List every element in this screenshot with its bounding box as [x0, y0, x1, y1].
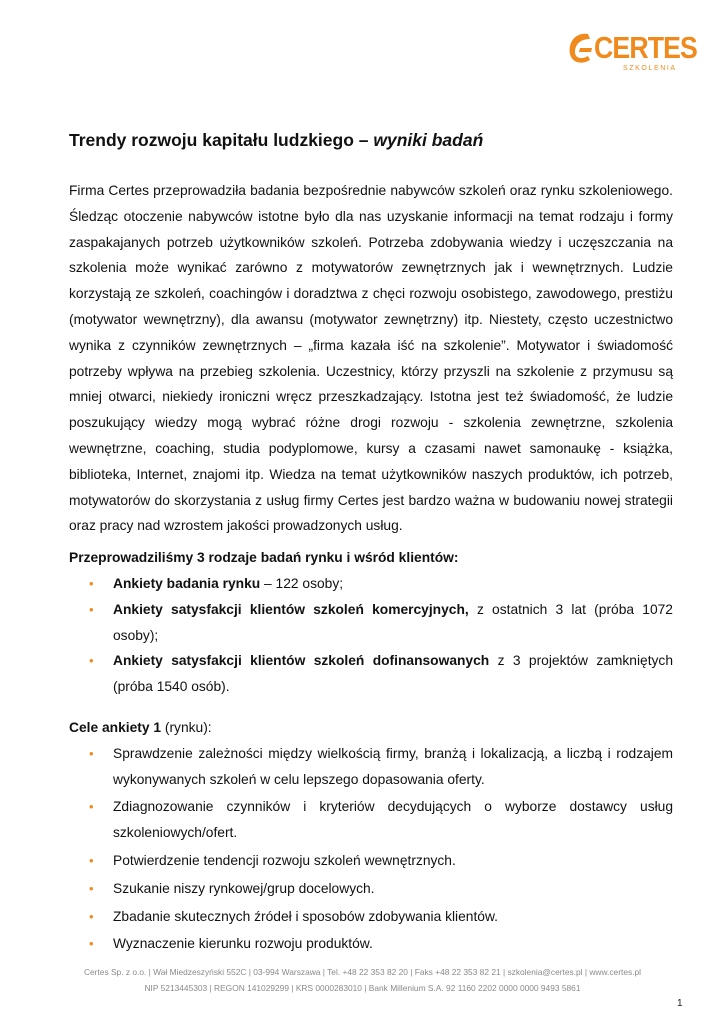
item-text: Potwierdzenie tendencji rozwoju szkoleń wewnętrznych. [113, 852, 456, 868]
item-text: z ostatnich 3 lat (próba 1072 osoby); [113, 601, 673, 643]
footer-registration: NIP 5213445303 | REGON 141029299 | KRS 0000283010 | Bank Millenium S.A. 92 1160 2202 0000 0000 9493 5861 [144, 983, 581, 993]
list-item [69, 876, 673, 902]
bullet-icon: • [89, 936, 94, 952]
research-heading: Przeprowadziliśmy 3 rodzaje badań rynku i wśród klientów: [69, 550, 459, 566]
list-item [69, 741, 673, 793]
list-item [69, 904, 673, 930]
item-text: Sprawdzenie zależności między wielkością firmy, branżą i lokalizacją, a liczbą i rodzajem wykonywanych szkoleń w celu lepszego dopasowania oferty. [113, 745, 673, 787]
goals-list [69, 741, 673, 957]
item-text: Szukanie niszy rynkowej/grup docelowych. [113, 880, 375, 896]
item-text: z 3 projektów zamkniętych (próba 1540 osób). [113, 653, 673, 695]
item-text: Wyznaczenie kierunku rozwoju produktów. [113, 936, 373, 952]
logo-wordmark: CERTES [594, 30, 697, 65]
item-bold: Ankiety satysfakcji klientów szkoleń dofinansowanych [113, 653, 490, 669]
research-list [69, 571, 673, 700]
bullet-icon: • [89, 880, 94, 896]
goals-heading-bold: Cele ankiety 1 [69, 719, 162, 735]
goals-heading-rest: (rynku): [161, 719, 212, 735]
item-text: Zdiagnozowanie czynników i kryteriów decydujących o wyborze dostawcy usług szkoleniowych/ofert. [113, 799, 673, 841]
list-item [69, 571, 673, 597]
goals-heading [69, 715, 673, 741]
item-text: Zbadanie skutecznych źródeł i sposobów zdobywania klientów. [113, 908, 498, 924]
list-item [69, 648, 673, 700]
list-item [69, 931, 673, 957]
item-bold: Ankiety badania rynku [113, 575, 261, 591]
page-title [69, 130, 483, 151]
certes-logo [566, 28, 697, 74]
bullet-icon: • [89, 908, 94, 924]
title-italic: wyniki badań [373, 130, 484, 150]
document-body [69, 178, 673, 959]
item-text: – 122 osoby; [260, 575, 344, 591]
item-bold: Ankiety satysfakcji klientów szkoleń komercyjnych, [113, 601, 469, 617]
list-item [69, 597, 673, 649]
certes-logo-mark-icon [566, 28, 596, 66]
bullet-icon: • [89, 799, 94, 815]
logo-subtitle: SZKOLENIA [623, 65, 677, 72]
bullet-icon: • [89, 601, 94, 617]
bullet-icon: • [89, 745, 94, 761]
bullet-icon: • [89, 852, 94, 868]
title-main: Trendy rozwoju kapitału ludzkiego [69, 130, 354, 150]
list-item [69, 794, 673, 846]
footer-address: Certes Sp. z o.o. | Wał Miedzeszyński 552C | 03-994 Warszawa | Tel. +48 22 353 82 20 | Faks +48 22 353 82 21 | szkolenia@certes.pl | www.certes.pl [83, 967, 642, 977]
bullet-icon: • [89, 575, 94, 591]
page-number: 1 [677, 998, 683, 1009]
list-item [69, 848, 673, 874]
intro-paragraph: Firma Certes przeprowadziła badania bezpośrednie nabywców szkoleń oraz rynku szkoleniowego. Śledząc otoczenie nabywców istotne było dla nas uzyskanie informacji na temat rodzaju i formy zaspakajanych potrzeb użytkowników szkoleń. Potrzeba zdobywania wiedzy i uczęszczania na szkolenia może wynikać zarówno z motywatorów zewnętrznych jak i wewnętrznych. Ludzie korzystają ze szkoleń, coachingów i doradztwa z chęci rozwoju osobistego, zawodowego, prestiżu (motywator wewnętrzny), dla awansu (motywator zewnętrzny) itp. Niestety, często uczestnictwo wynika z czynników zewnętrznych – „firma kazała iść na szkolenie”. Motywator i świadomość potrzeby wpływa na przebieg szkolenia. Uczestnicy, którzy przyszli na szkolenie z przymusu są mniej otwarci, niekiedy ironiczni wręcz przeszkadzający. Istotna jest też świadomość, że ludzie poszukujący wiedzy mogą wybrać różne drogi rozwoju - szkolenia zewnętrzne, szkolenia wewnętrzne, coaching, studia podyplomowe, kursy a czasami nawet samonaukę - książka, biblioteka, Internet, znajomi itp. Wiedza na temat użytkowników naszych produktów, ich potrzeb, motywatorów do skorzystania z usług firmy Certes jest bardzo ważna w budowaniu nowej strategii oraz pracy nad wzrostem jakości prowadzonych usług. [69, 183, 673, 534]
title-dash: – [353, 130, 374, 150]
bullet-icon: • [89, 653, 94, 669]
